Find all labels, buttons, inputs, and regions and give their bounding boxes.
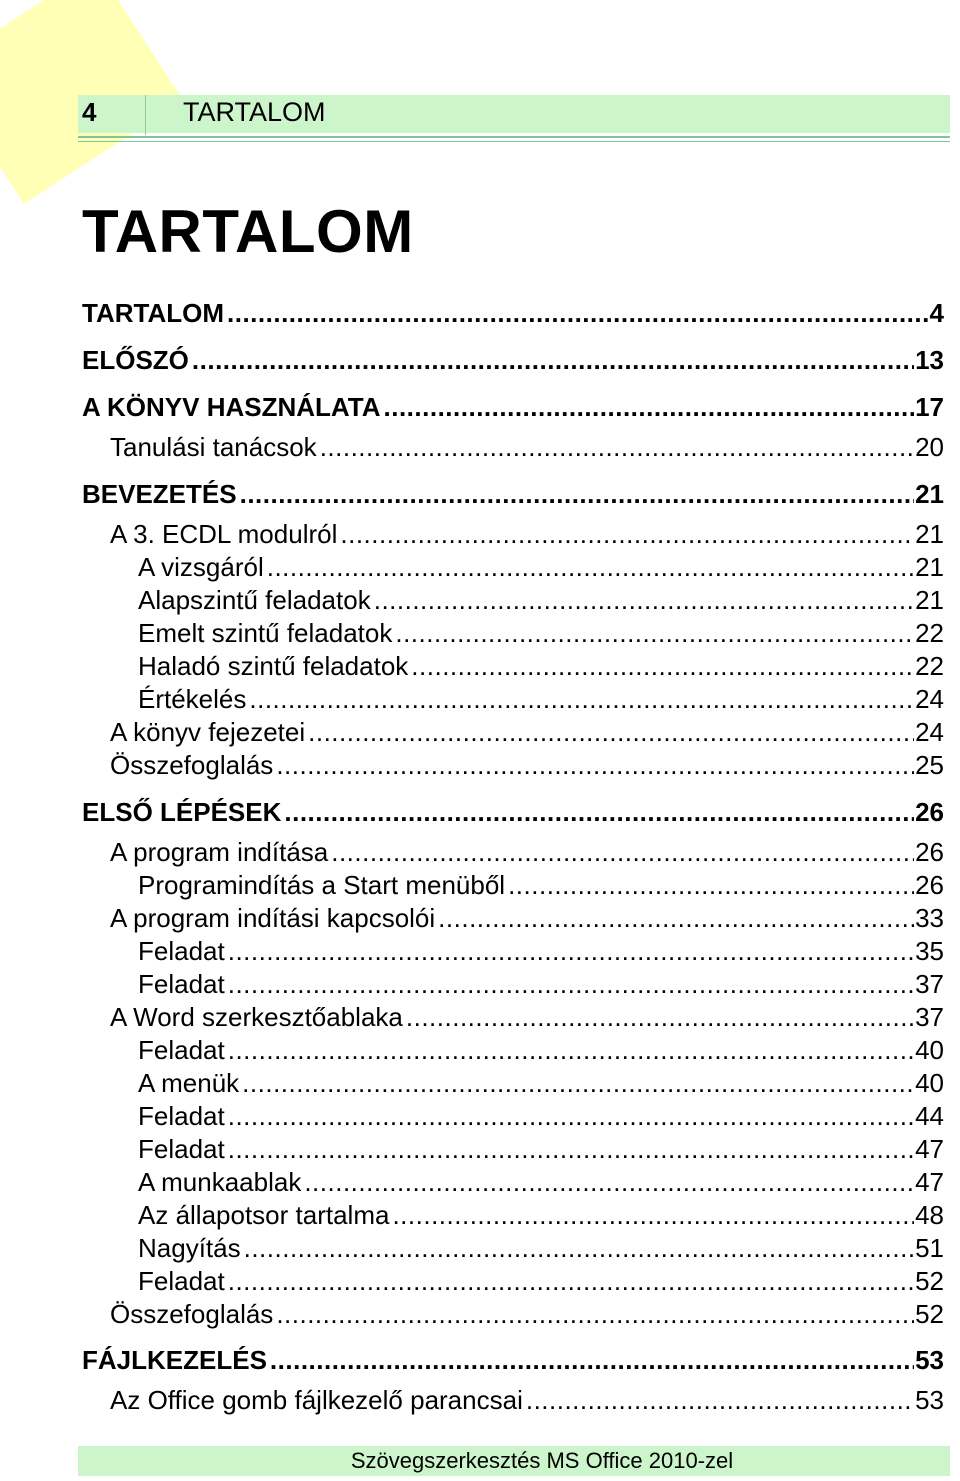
toc-entry[interactable] [110,836,944,868]
toc-dot-leader [276,749,914,781]
toc-entry[interactable] [110,518,944,550]
toc-page-number: 47 [915,1167,944,1197]
toc-dot-leader [438,902,914,934]
toc-entry-title: Emelt szintű feladatok [138,618,393,648]
toc-entry[interactable] [82,796,944,828]
toc-entry-title: A program indítása [110,837,329,867]
toc-dot-leader [267,551,914,583]
toc-dot-leader [240,478,914,510]
toc-dot-leader [308,716,914,748]
toc-page-number: 21 [915,479,944,509]
toc-entry[interactable] [138,1067,944,1099]
toc-dot-leader [374,584,914,616]
toc-entry-title: Összefoglalás [110,1299,274,1329]
toc-page-number: 33 [915,903,944,933]
toc-entry-title: ELŐSZÓ [82,345,189,375]
toc-entry[interactable] [82,478,944,510]
header-rule-thin [78,141,950,142]
toc-page-number: 26 [915,837,944,867]
toc-page-number: 24 [915,717,944,747]
toc-dot-leader [228,1100,914,1132]
toc-dot-leader [320,431,914,463]
toc-entry-title: A program indítási kapcsolói [110,903,436,933]
toc-entry[interactable] [110,716,944,748]
toc-entry[interactable] [82,344,944,376]
toc-entry[interactable] [138,584,944,616]
toc-page-number: 51 [915,1233,944,1263]
toc-page-number: 48 [915,1200,944,1230]
toc-entry[interactable] [138,617,944,649]
toc-page-number: 4 [929,298,944,328]
toc-entry-title: Az állapotsor tartalma [138,1200,390,1230]
toc-dot-leader [228,1133,914,1165]
toc-entry[interactable] [82,1344,944,1376]
toc-entry[interactable] [138,1232,944,1264]
toc-page-number: 53 [915,1345,944,1375]
toc-entry-title: A vizsgáról [138,552,264,582]
toc-page-number: 35 [915,936,944,966]
toc-page-number: 37 [915,1002,944,1032]
toc-entry[interactable] [138,1133,944,1165]
toc-entry-title: Feladat [138,969,225,999]
toc-page-number: 52 [915,1299,944,1329]
toc-page-number: 21 [915,552,944,582]
toc-entry-title: Az Office gomb fájlkezelő parancsai [110,1385,523,1415]
toc-page-number: 53 [915,1385,944,1415]
toc-dot-leader [249,683,914,715]
toc-dot-leader [508,869,914,901]
toc-entry-title: Feladat [138,1266,225,1296]
toc-dot-leader [276,1298,914,1330]
toc-entry-title: Feladat [138,1035,225,1065]
toc-page-number: 22 [915,618,944,648]
toc-dot-leader [228,1265,914,1297]
toc-page-number: 26 [915,797,944,827]
toc-entry-title: TARTALOM [82,298,224,328]
toc-entry-title: A 3. ECDL modulról [110,519,338,549]
toc-page-number: 44 [915,1101,944,1131]
toc-page-number: 25 [915,750,944,780]
toc-entry-title: A könyv fejezetei [110,717,306,747]
toc-entry-title: Feladat [138,936,225,966]
toc-page-number: 21 [915,585,944,615]
toc-entry-title: Haladó szintű feladatok [138,651,409,681]
toc-entry[interactable] [138,683,944,715]
toc-entry-title: Programindítás a Start menüből [138,870,506,900]
toc-entry[interactable] [110,749,944,781]
toc-entry-title: Nagyítás [138,1233,241,1263]
toc-entry[interactable] [82,297,944,329]
toc-entry-title: Tanulási tanácsok [110,432,317,462]
toc-entry[interactable] [138,1265,944,1297]
toc-page-number: 47 [915,1134,944,1164]
header-rule [78,136,950,138]
page-title: TARTALOM [82,198,414,265]
toc-entry-title: A KÖNYV HASZNÁLATA [82,392,381,422]
toc-dot-leader [340,518,914,550]
toc-dot-leader [227,297,929,329]
header-page-number: 4 [82,97,97,127]
toc-page-number: 52 [915,1266,944,1296]
toc-page-number: 17 [915,392,944,422]
toc-entry[interactable] [82,391,944,423]
toc-entry-title: Alapszintű feladatok [138,585,371,615]
toc-dot-leader [192,344,914,376]
toc-dot-leader [406,1001,914,1033]
toc-dot-leader [242,1067,914,1099]
toc-page-number: 40 [915,1068,944,1098]
toc-dot-leader [228,968,914,1000]
toc-page-number: 40 [915,1035,944,1065]
toc-entry[interactable] [110,431,944,463]
toc-page-number: 21 [915,519,944,549]
toc-entry-title: A menük [138,1068,240,1098]
toc-dot-leader [284,796,914,828]
toc-entry[interactable] [138,1034,944,1066]
toc-entry[interactable] [110,1384,944,1416]
toc-dot-leader [270,1344,914,1376]
toc-page-number: 26 [915,870,944,900]
toc-entry[interactable] [138,1199,944,1231]
toc-entry-title: Feladat [138,1101,225,1131]
toc-dot-leader [331,836,914,868]
toc-entry-title: Értékelés [138,684,247,714]
toc-dot-leader [244,1232,914,1264]
toc-page-number: 37 [915,969,944,999]
header-divider [145,95,146,135]
toc-entry[interactable] [110,1001,944,1033]
toc-dot-leader [384,391,915,423]
toc-entry[interactable] [138,935,944,967]
toc-entry[interactable] [138,551,944,583]
toc-entry-title: FÁJLKEZELÉS [82,1345,267,1375]
toc-entry[interactable] [110,902,944,934]
toc-page-number: 13 [915,345,944,375]
toc-entry-title: Feladat [138,1134,225,1164]
toc-dot-leader [228,1034,914,1066]
toc-dot-leader [526,1384,914,1416]
toc-page-number: 20 [915,432,944,462]
header-running-title: TARTALOM [183,97,326,127]
toc-entry[interactable] [138,1100,944,1132]
toc-entry[interactable] [138,968,944,1000]
toc-entry[interactable] [138,650,944,682]
toc-entry-title: ELSŐ LÉPÉSEK [82,797,282,827]
footer-text: Szövegszerkesztés MS Office 2010-zel [350,1448,734,1473]
toc-entry[interactable] [110,1298,944,1330]
toc-dot-leader [395,617,914,649]
toc-entry-title: Összefoglalás [110,750,274,780]
toc-entry[interactable] [138,1166,944,1198]
toc-dot-leader [392,1199,914,1231]
toc-page-number: 24 [915,684,944,714]
toc-entry-title: A munkaablak [138,1167,302,1197]
toc-entry-title: A Word szerkesztőablaka [110,1002,403,1032]
toc-dot-leader [228,935,914,967]
toc-dot-leader [304,1166,914,1198]
toc-dot-leader [411,650,914,682]
toc-entry[interactable] [138,869,944,901]
toc-page-number: 22 [915,651,944,681]
toc-entry-title: BEVEZETÉS [82,479,237,509]
